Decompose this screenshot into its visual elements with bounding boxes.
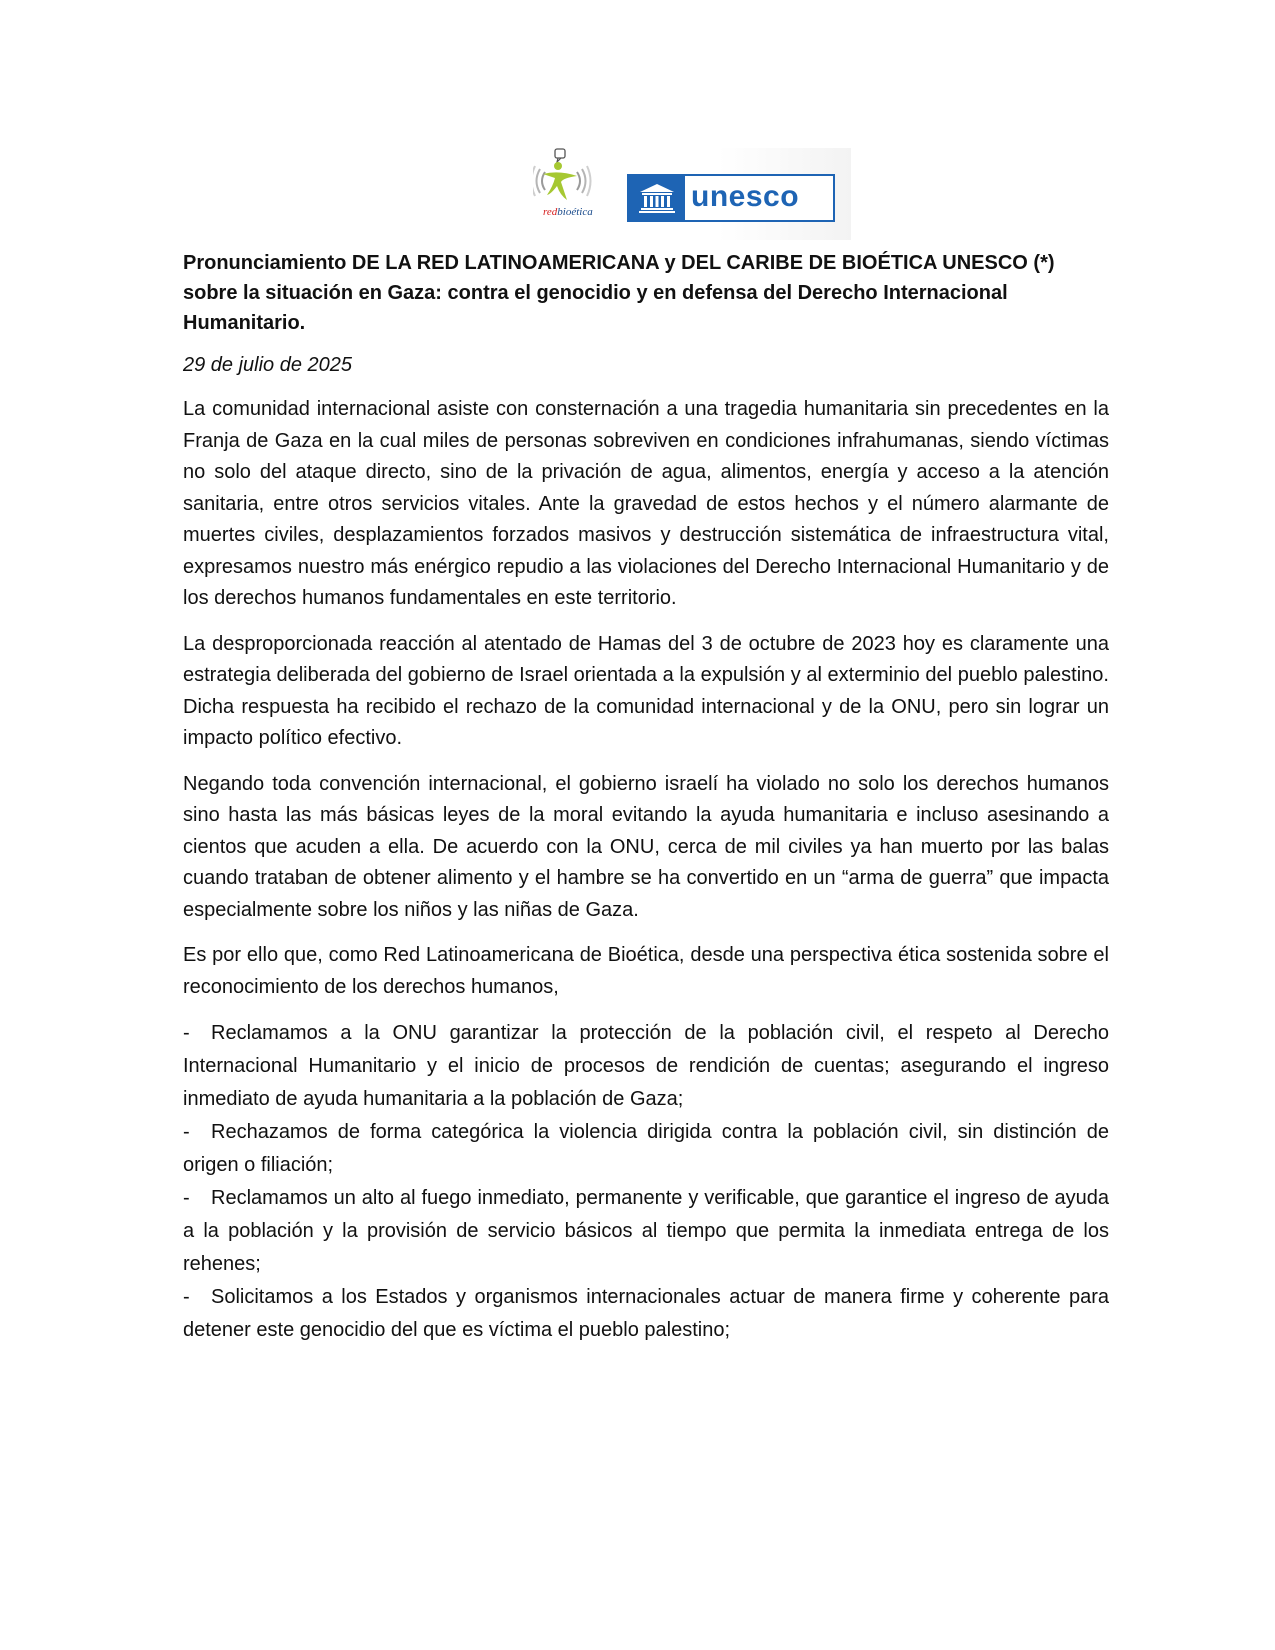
document-content <box>183 248 1109 1347</box>
redbioetica-figure-icon <box>533 148 613 208</box>
document-title: Pronunciamiento DE LA RED LATINOAMERICANA y DEL CARIBE DE BIOÉTICA UNESCO (*) sobre la situación en Gaza: contra el genocidio y en defensa del Derecho Internacional Humanitario. <box>183 252 1055 334</box>
document-date: 29 de julio de 2025 <box>183 354 353 376</box>
list-item-text: Reclamamos un alto al fuego inmediato, permanente y verificable, que garantice el ingreso de ayuda a la población y la provisión de servicio básicos al tiempo que permita la inmediata entrega de los rehenes; <box>183 1187 1109 1275</box>
list-bullet: - <box>183 1187 190 1209</box>
list-bullet: - <box>183 1022 190 1044</box>
list-item-text: Rechazamos de forma categórica la violencia dirigida contra la población civil, sin distinción de origen o filiación; <box>183 1121 1109 1176</box>
list-item <box>183 1281 1109 1347</box>
list-item-text: Reclamamos a la ONU garantizar la protección de la población civil, el respeto al Derecho Internacional Humanitario y el inicio de procesos de rendición de cuentas; asegurando el ingreso inmediato de ayuda humanitaria a la población de Gaza; <box>183 1022 1109 1110</box>
list-item <box>183 1116 1109 1182</box>
list-item-text: Solicitamos a los Estados y organismos internacionales actuar de manera firme y coherente para detener este genocidio del que es víctima el pueblo palestino; <box>183 1286 1109 1341</box>
redbioetica-logo <box>533 148 613 238</box>
paragraph-3: Negando toda convención internacional, el gobierno israelí ha violado no solo los derechos humanos sino hasta las más básicas leyes de la moral evitando la ayuda humanitaria e incluso asesinando a cientos que acuden a ella. De acuerdo con la ONU, cerca de mil civiles ya han muerto por las balas cuando trataban de obtener alimento y el hambre se ha convertido en un “arma de guerra” que impacta especialmente sobre los niños y las niñas de Gaza. <box>183 772 1109 921</box>
unesco-wordmark: unesco <box>691 180 800 213</box>
unesco-logo <box>627 174 835 222</box>
paragraph-2: La desproporcionada reacción al atentado de Hamas del 3 de octubre de 2023 hoy es claramente una estrategia deliberada del gobierno de Israel orientada a la expulsión y al exterminio del pueblo palestino. Dicha respuesta ha recibido el rechazo de la comunidad internacional y de la ONU, pero sin lograr un impacto político efectivo. <box>183 632 1109 749</box>
list-item <box>183 1017 1109 1116</box>
list-item <box>183 1182 1109 1281</box>
unesco-emblem <box>629 176 685 220</box>
logo-header <box>533 148 851 240</box>
unesco-temple-icon <box>639 183 675 213</box>
redbioetica-wordmark: redbioética <box>543 206 593 218</box>
demands-list <box>183 1017 1109 1347</box>
paragraph-1: La comunidad internacional asiste con consternación a una tragedia humanitaria sin precedentes en la Franja de Gaza en la cual miles de personas sobreviven en condiciones infrahumanas, siendo víctimas no solo del ataque directo, sino de la privación de agua, alimentos, energía y acceso a la atención sanitaria, entre otros servicios vitales. Ante la gravedad de estos hechos y el número alarmante de muertes civiles, desplazamientos forzados masivos y destrucción sistemática de infraestructura vital, expresamos nuestro más enérgico repudio a las violaciones del Derecho Internacional Humanitario y de los derechos humanos fundamentales en este territorio. <box>183 398 1109 609</box>
paragraph-4: Es por ello que, como Red Latinoamericana de Bioética, desde una perspectiva ética sostenida sobre el reconocimiento de los derechos humanos, <box>183 944 1109 998</box>
list-bullet: - <box>183 1121 190 1143</box>
list-bullet: - <box>183 1286 190 1308</box>
